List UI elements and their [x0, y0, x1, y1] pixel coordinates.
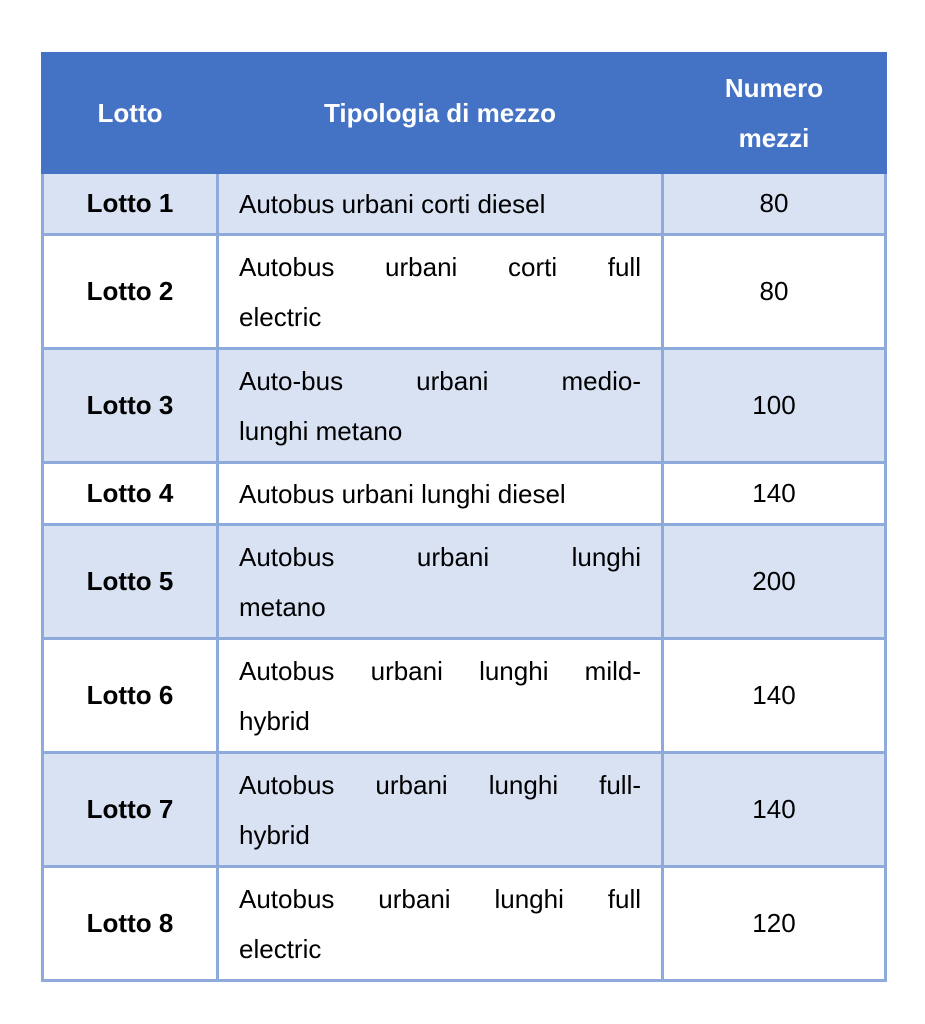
numero-cell: 100: [663, 349, 886, 463]
tipologia-line: hybrid: [239, 819, 310, 850]
tipologia-line: Autobus urbani lunghi diesel: [239, 478, 566, 509]
numero-cell: 120: [663, 867, 886, 981]
numero-cell: 140: [663, 463, 886, 525]
numero-cell: 200: [663, 525, 886, 639]
header-numero: Numero mezzi: [663, 54, 886, 173]
tipologia-cell: [218, 525, 663, 639]
tipologia-cell: [218, 235, 663, 349]
tipologia-cell: [218, 867, 663, 981]
lotti-table: [41, 52, 887, 982]
lotto-cell: Lotto 3: [43, 349, 218, 463]
table-row: [43, 525, 886, 639]
tipologia-cell: [218, 349, 663, 463]
tipologia-line: hybrid: [239, 705, 310, 736]
tipologia-line: lunghi metano: [239, 415, 403, 446]
tipologia-line: metano: [239, 591, 326, 622]
table-row: [43, 349, 886, 463]
table-row: [43, 639, 886, 753]
header-tipologia: Tipologia di mezzo: [218, 54, 663, 173]
lotto-cell: Lotto 7: [43, 753, 218, 867]
header-row: [43, 54, 886, 173]
table-row: [43, 463, 886, 525]
tipologia-line: electric: [239, 301, 322, 332]
numero-cell: 140: [663, 753, 886, 867]
lotto-cell: Lotto 8: [43, 867, 218, 981]
lotto-cell: Lotto 2: [43, 235, 218, 349]
table-row: [43, 173, 886, 235]
numero-cell: 140: [663, 639, 886, 753]
tipologia-cell: [218, 463, 663, 525]
tipologia-cell: [218, 173, 663, 235]
table-row: [43, 235, 886, 349]
numero-cell: 80: [663, 173, 886, 235]
tipologia-line: Autobus urbani corti full: [239, 251, 641, 282]
lotto-cell: Lotto 1: [43, 173, 218, 235]
tipologia-cell: [218, 639, 663, 753]
tipologia-line: Auto-bus urbani medio-: [239, 365, 641, 396]
lotto-cell: Lotto 4: [43, 463, 218, 525]
tipologia-line: Autobus urbani lunghi: [239, 541, 641, 572]
tipologia-line: Autobus urbani lunghi mild-: [239, 655, 641, 686]
tipologia-line: electric: [239, 933, 322, 964]
lotto-cell: Lotto 5: [43, 525, 218, 639]
tipologia-cell: [218, 753, 663, 867]
tipologia-line: Autobus urbani lunghi full-: [239, 769, 641, 800]
tipologia-line: Autobus urbani lunghi full: [239, 883, 641, 914]
tipologia-line: Autobus urbani corti diesel: [239, 188, 546, 219]
header-lotto: Lotto: [43, 54, 218, 173]
table-row: [43, 753, 886, 867]
lotto-cell: Lotto 6: [43, 639, 218, 753]
table-row: [43, 867, 886, 981]
numero-cell: 80: [663, 235, 886, 349]
